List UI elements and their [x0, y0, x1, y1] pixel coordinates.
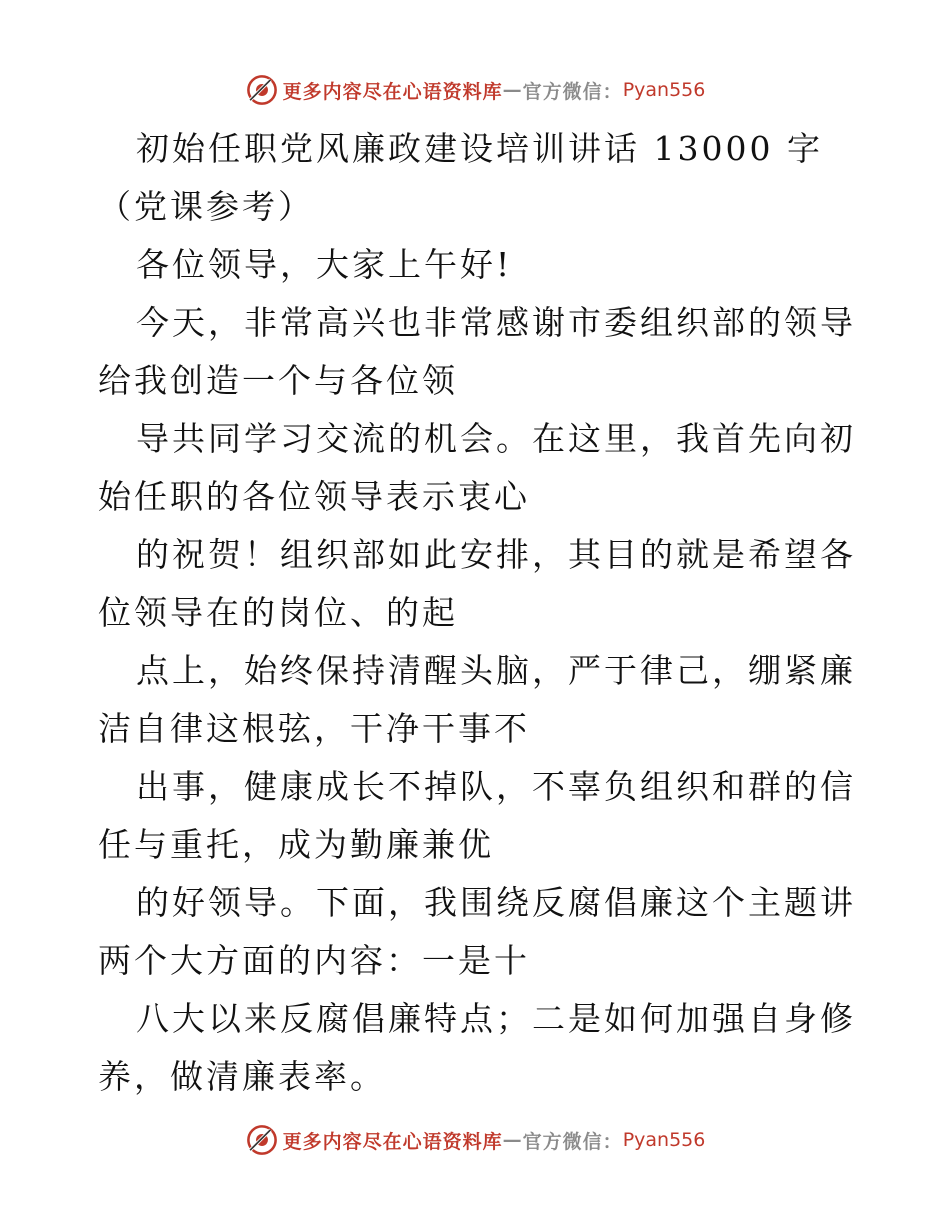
banner-dash: — [502, 1129, 523, 1151]
banner-main-text: 更多内容尽在心语资料库 [282, 80, 503, 103]
paragraph: 的好领导。下面，我围绕反腐倡廉这个主题讲两个大方面的内容：一是十 [98, 883, 856, 980]
paragraph: 的祝贺！组织部如此安排，其目的就是希望各位领导在的岗位、的起 [98, 535, 856, 632]
banner-sub-text: 官方微信： [522, 80, 623, 103]
logo-icon [245, 1123, 279, 1157]
banner-dash: — [502, 79, 523, 101]
paragraph: 点上，始终保持清醒头脑，严于律己，绷紧廉洁自律这根弦，干净干事不 [98, 651, 856, 748]
banner-handle: Pyan556 [622, 1129, 706, 1151]
document-body [98, 120, 858, 1106]
footer-banner [0, 1120, 950, 1160]
paragraph: 今天，非常高兴也非常感谢市委组织部的领导给我创造一个与各位领 [98, 303, 856, 400]
paragraph: 出事，健康成长不掉队，不辜负组织和群的信任与重托，成为勤廉兼优 [98, 767, 856, 864]
banner-main-text: 更多内容尽在心语资料库 [282, 1130, 503, 1153]
header-banner [0, 70, 950, 110]
logo-icon [245, 73, 279, 107]
paragraph: 八大以来反腐倡廉特点；二是如何加强自身修养，做清廉表率。 [98, 999, 856, 1096]
paragraph: 各位领导，大家上午好! [136, 245, 513, 284]
paragraph: 导共同学习交流的机会。在这里，我首先向初始任职的各位领导表示衷心 [98, 419, 856, 516]
banner-sub-text: 官方微信： [522, 1130, 623, 1153]
banner-handle: Pyan556 [622, 79, 706, 101]
paragraph-title: 初始任职党风廉政建设培训讲话 13000 字（党课参考） [98, 129, 823, 226]
